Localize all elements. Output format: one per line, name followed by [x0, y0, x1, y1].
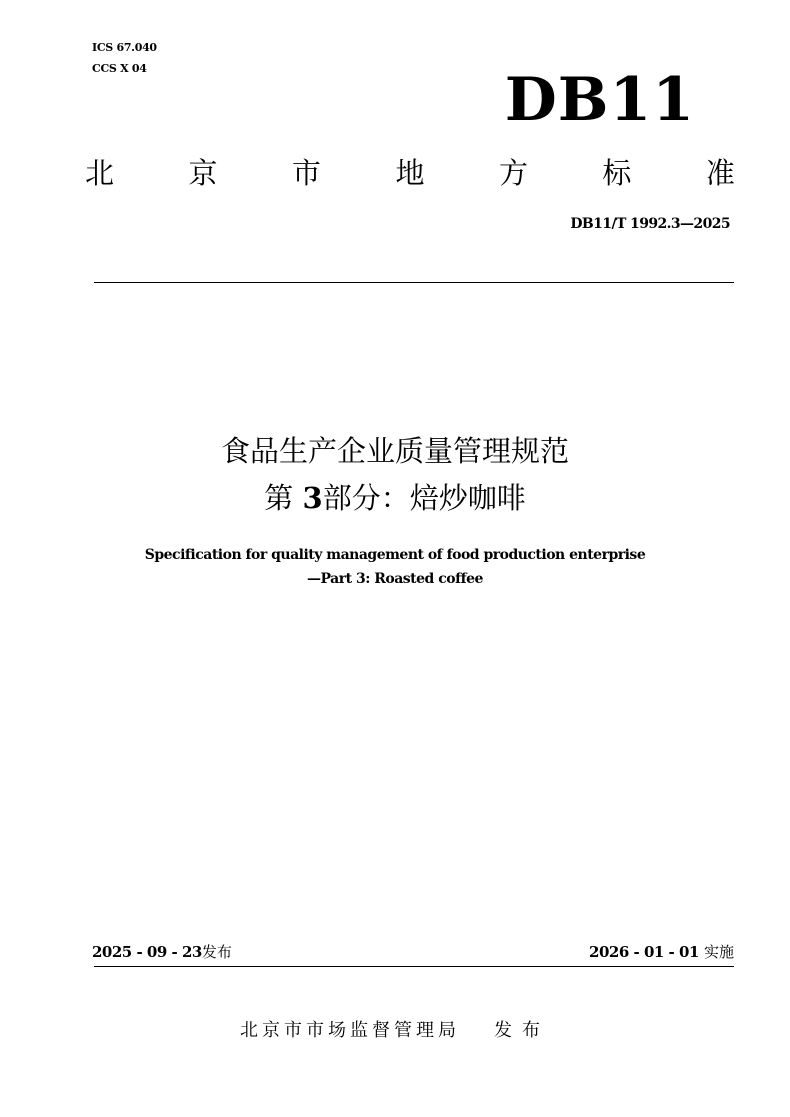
issue-date-line — [92, 941, 232, 963]
ics-code: ICS 67.040 — [92, 41, 157, 54]
chinese-title-line-1: 食品生产企业质量管理规范 — [220, 434, 569, 468]
header-divider — [94, 282, 734, 283]
standard-mark: DB11 — [504, 65, 695, 135]
standard-title-char: 地 — [395, 156, 425, 190]
english-title-line-1: Specification for quality management of food production enterprise — [144, 547, 646, 563]
part-suffix: 部分：焙炒咖啡 — [322, 481, 526, 515]
standard-title-char: 准 — [705, 156, 735, 190]
part-number: 3 — [302, 481, 323, 515]
standard-title-char: 京 — [188, 156, 218, 190]
standard-title-char: 方 — [498, 156, 528, 190]
issue-label: 发布 — [201, 943, 232, 961]
english-title-line-2: —Part 3: Roasted coffee — [307, 571, 483, 587]
publisher-line — [0, 1018, 790, 1044]
publisher-name: 北京市市场监督管理局 — [240, 1020, 460, 1041]
footer-divider — [94, 966, 734, 967]
publish-label: 发布 — [494, 1020, 550, 1041]
implementation-date: 2026 - 01 - 01 — [589, 943, 699, 961]
issue-date: 2025 - 09 - 23 — [92, 943, 202, 961]
implementation-label: 实施 — [703, 943, 734, 961]
standard-title-char: 北 — [85, 156, 115, 190]
standard-title-char: 标 — [602, 156, 632, 190]
standard-title-char: 市 — [291, 156, 321, 190]
standard-category-title — [85, 152, 735, 194]
implementation-date-line — [589, 941, 734, 963]
chinese-title-line-2 — [0, 478, 790, 518]
part-prefix: 第 — [264, 481, 294, 515]
standard-number: DB11/T 1992.3—2025 — [570, 216, 730, 232]
ccs-code: CCS X 04 — [92, 62, 147, 75]
